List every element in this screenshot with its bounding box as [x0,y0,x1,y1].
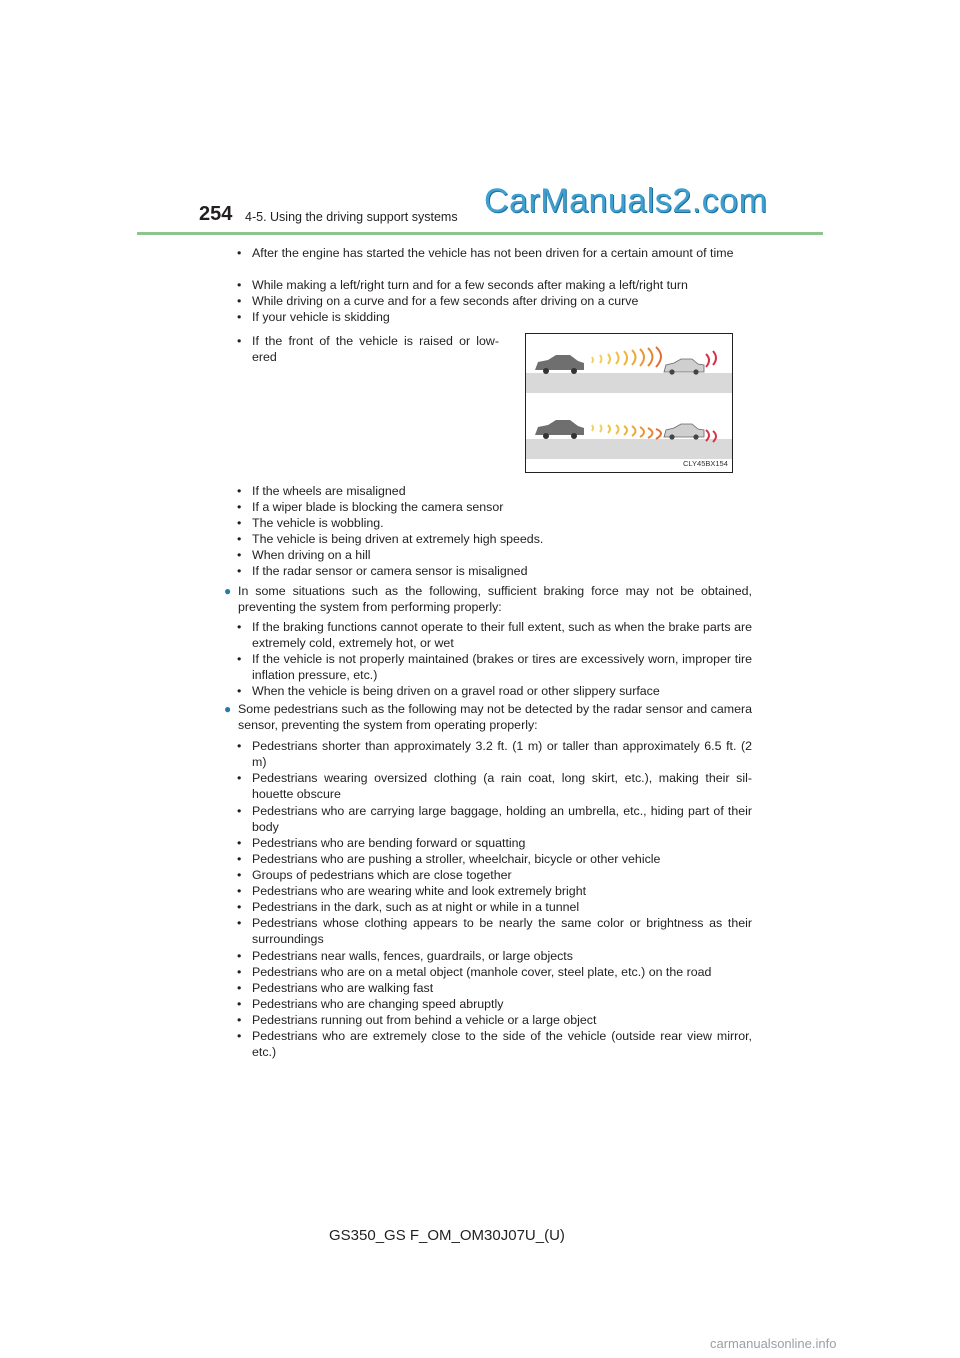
bullet-dot: • [237,620,242,634]
list-item-text: If the wheels are misaligned [252,484,406,498]
list-item-text: Pedestrians who are extremely close to the side of the vehicle (outside rear view mirror, etc.) [252,1029,752,1059]
list-item [237,835,752,851]
bullet-dot: • [237,334,242,348]
list-item [237,547,752,563]
bullet-dot: • [237,684,242,698]
list-item [237,980,752,996]
list-item [237,915,752,947]
list-item [237,293,752,309]
list-item-text: Pedestrians who are wearing white and look extremely bright [252,884,587,898]
bullet-dot: • [237,916,242,930]
list-item-text: If your vehicle is skidding [252,310,390,324]
bullet-dot: • [237,739,242,753]
list-item-text: If the braking functions cannot operate to their full extent, such as when the brake parts are extremely cold, extremely hot, or wet [252,620,752,650]
list-item [237,515,752,531]
list-item [237,309,752,325]
list-item [237,770,752,802]
list-item [237,851,752,867]
bullet-dot: • [237,981,242,995]
bullet-dot: • [237,652,242,666]
list-item-text: Pedestrians whose clothing appears to be nearly the same color or brightness as their surroundings [252,916,752,946]
list-item [237,683,752,699]
bullet-dot: • [237,500,242,514]
list-item [237,1012,752,1028]
bullet-dot: • [237,1013,242,1027]
list-item-text: Pedestrians running out from behind a vehicle or a large object [252,1013,597,1027]
bullet-dot: • [237,771,242,785]
section-title: 4-5. Using the driving support systems [245,210,458,224]
list-item-text: The vehicle is being driven at extremely high speeds. [252,532,544,546]
list-item [237,899,752,915]
list-item-text: Pedestrians wearing oversized clothing (a rain coat, long skirt, etc.), making their sil- houette obscure [252,771,752,801]
vehicle-raised-figure [525,333,733,473]
list-item-text: If the front of the vehicle is raised or low- ered [252,334,499,364]
bullet-dot: • [237,965,242,979]
document-code: GS350_GS F_OM_OM30J07U_(U) [329,1227,565,1244]
figure-code: CLY45BX154 [683,459,728,468]
bullet-dot: • [237,900,242,914]
list-item [237,948,752,964]
list-item [237,333,499,365]
list-item [237,245,752,261]
header-rule [137,232,823,235]
list-item-text: Pedestrians who are changing speed abruptly [252,997,504,1011]
watermark-logo: CarManuals2.com [484,182,768,220]
list-item [237,619,752,651]
figure-illustration [526,334,732,472]
bullet-dot: • [237,294,242,308]
list-item-text: Groups of pedestrians which are close together [252,868,512,882]
bullet-dot: • [237,868,242,882]
list-item-text: Pedestrians who are pushing a stroller, wheelchair, bicycle or other vehicle [252,852,661,866]
list-item-text: If the radar sensor or camera sensor is misaligned [252,564,528,578]
bullet-dot: • [237,949,242,963]
list-item-text: Pedestrians shorter than approximately 3.2 ft. (1 m) or taller than approximately 6.5 ft. (2 m) [252,739,752,769]
list-item-text: If the vehicle is not properly maintained (brakes or tires are excessively worn, improper tire inflation pressure, etc.) [252,652,752,682]
list-item-text: The vehicle is wobbling. [252,516,384,530]
bullet-dot: • [237,1029,242,1043]
list-item [237,964,752,980]
list-item [237,277,752,293]
list-item [237,1028,752,1060]
list-item-text: Pedestrians near walls, fences, guardrails, or large objects [252,949,573,963]
bullet-dot: • [237,836,242,850]
page-number: 254 [199,203,233,225]
pedestrians-paragraph [224,701,752,734]
circle-bullet-icon: ● [224,702,232,716]
bullet-dot: • [237,804,242,818]
bullet-dot: • [237,997,242,1011]
list-item-text: Pedestrians who are on a metal object (manhole cover, steel plate, etc.) on the road [252,965,712,979]
list-item [237,867,752,883]
list-item [237,738,752,770]
page-header [0,0,960,240]
bullet-dot: • [237,516,242,530]
circle-bullet-icon: ● [224,584,232,598]
braking-paragraph [224,583,752,616]
paragraph-text: Some pedestrians such as the following may not be detected by the radar sensor and camera sensor, preventing the system from operating properly: [238,702,752,733]
list-item [237,563,752,579]
list-item-text: Pedestrians who are carrying large baggage, holding an umbrella, etc., hiding part of their body [252,804,752,834]
paragraph-text: In some situations such as the following, sufficient braking force may not be obtained, preventing the system from performing properly: [238,584,752,615]
bullet-dot: • [237,310,242,324]
list-item [237,499,752,515]
watermark-footer: carmanualsonline.info [710,1336,837,1351]
bullet-dot: • [237,852,242,866]
list-item-text: After the engine has started the vehicle has not been driven for a certain amount of time [252,246,734,260]
list-item-text: Pedestrians who are walking fast [252,981,434,995]
bullet-dot: • [237,564,242,578]
list-item [237,883,752,899]
list-item-text: While driving on a curve and for a few seconds after driving on a curve [252,294,639,308]
bullet-dot: • [237,884,242,898]
list-item-text: Pedestrians who are bending forward or squatting [252,836,526,850]
list-item [237,803,752,835]
list-item [237,531,752,547]
list-item [237,996,752,1012]
bullet-dot: • [237,278,242,292]
list-item-text: If a wiper blade is blocking the camera sensor [252,500,504,514]
list-item-text: Pedestrians in the dark, such as at night or while in a tunnel [252,900,580,914]
list-item-text: When the vehicle is being driven on a gravel road or other slippery surface [252,684,660,698]
bullet-dot: • [237,548,242,562]
list-item-text: When driving on a hill [252,548,371,562]
bullet-dot: • [237,484,242,498]
list-item [237,651,752,683]
bullet-dot: • [237,246,242,260]
bullet-dot: • [237,532,242,546]
list-item-text: While making a left/right turn and for a few seconds after making a left/right turn [252,278,688,292]
list-item [237,483,752,499]
